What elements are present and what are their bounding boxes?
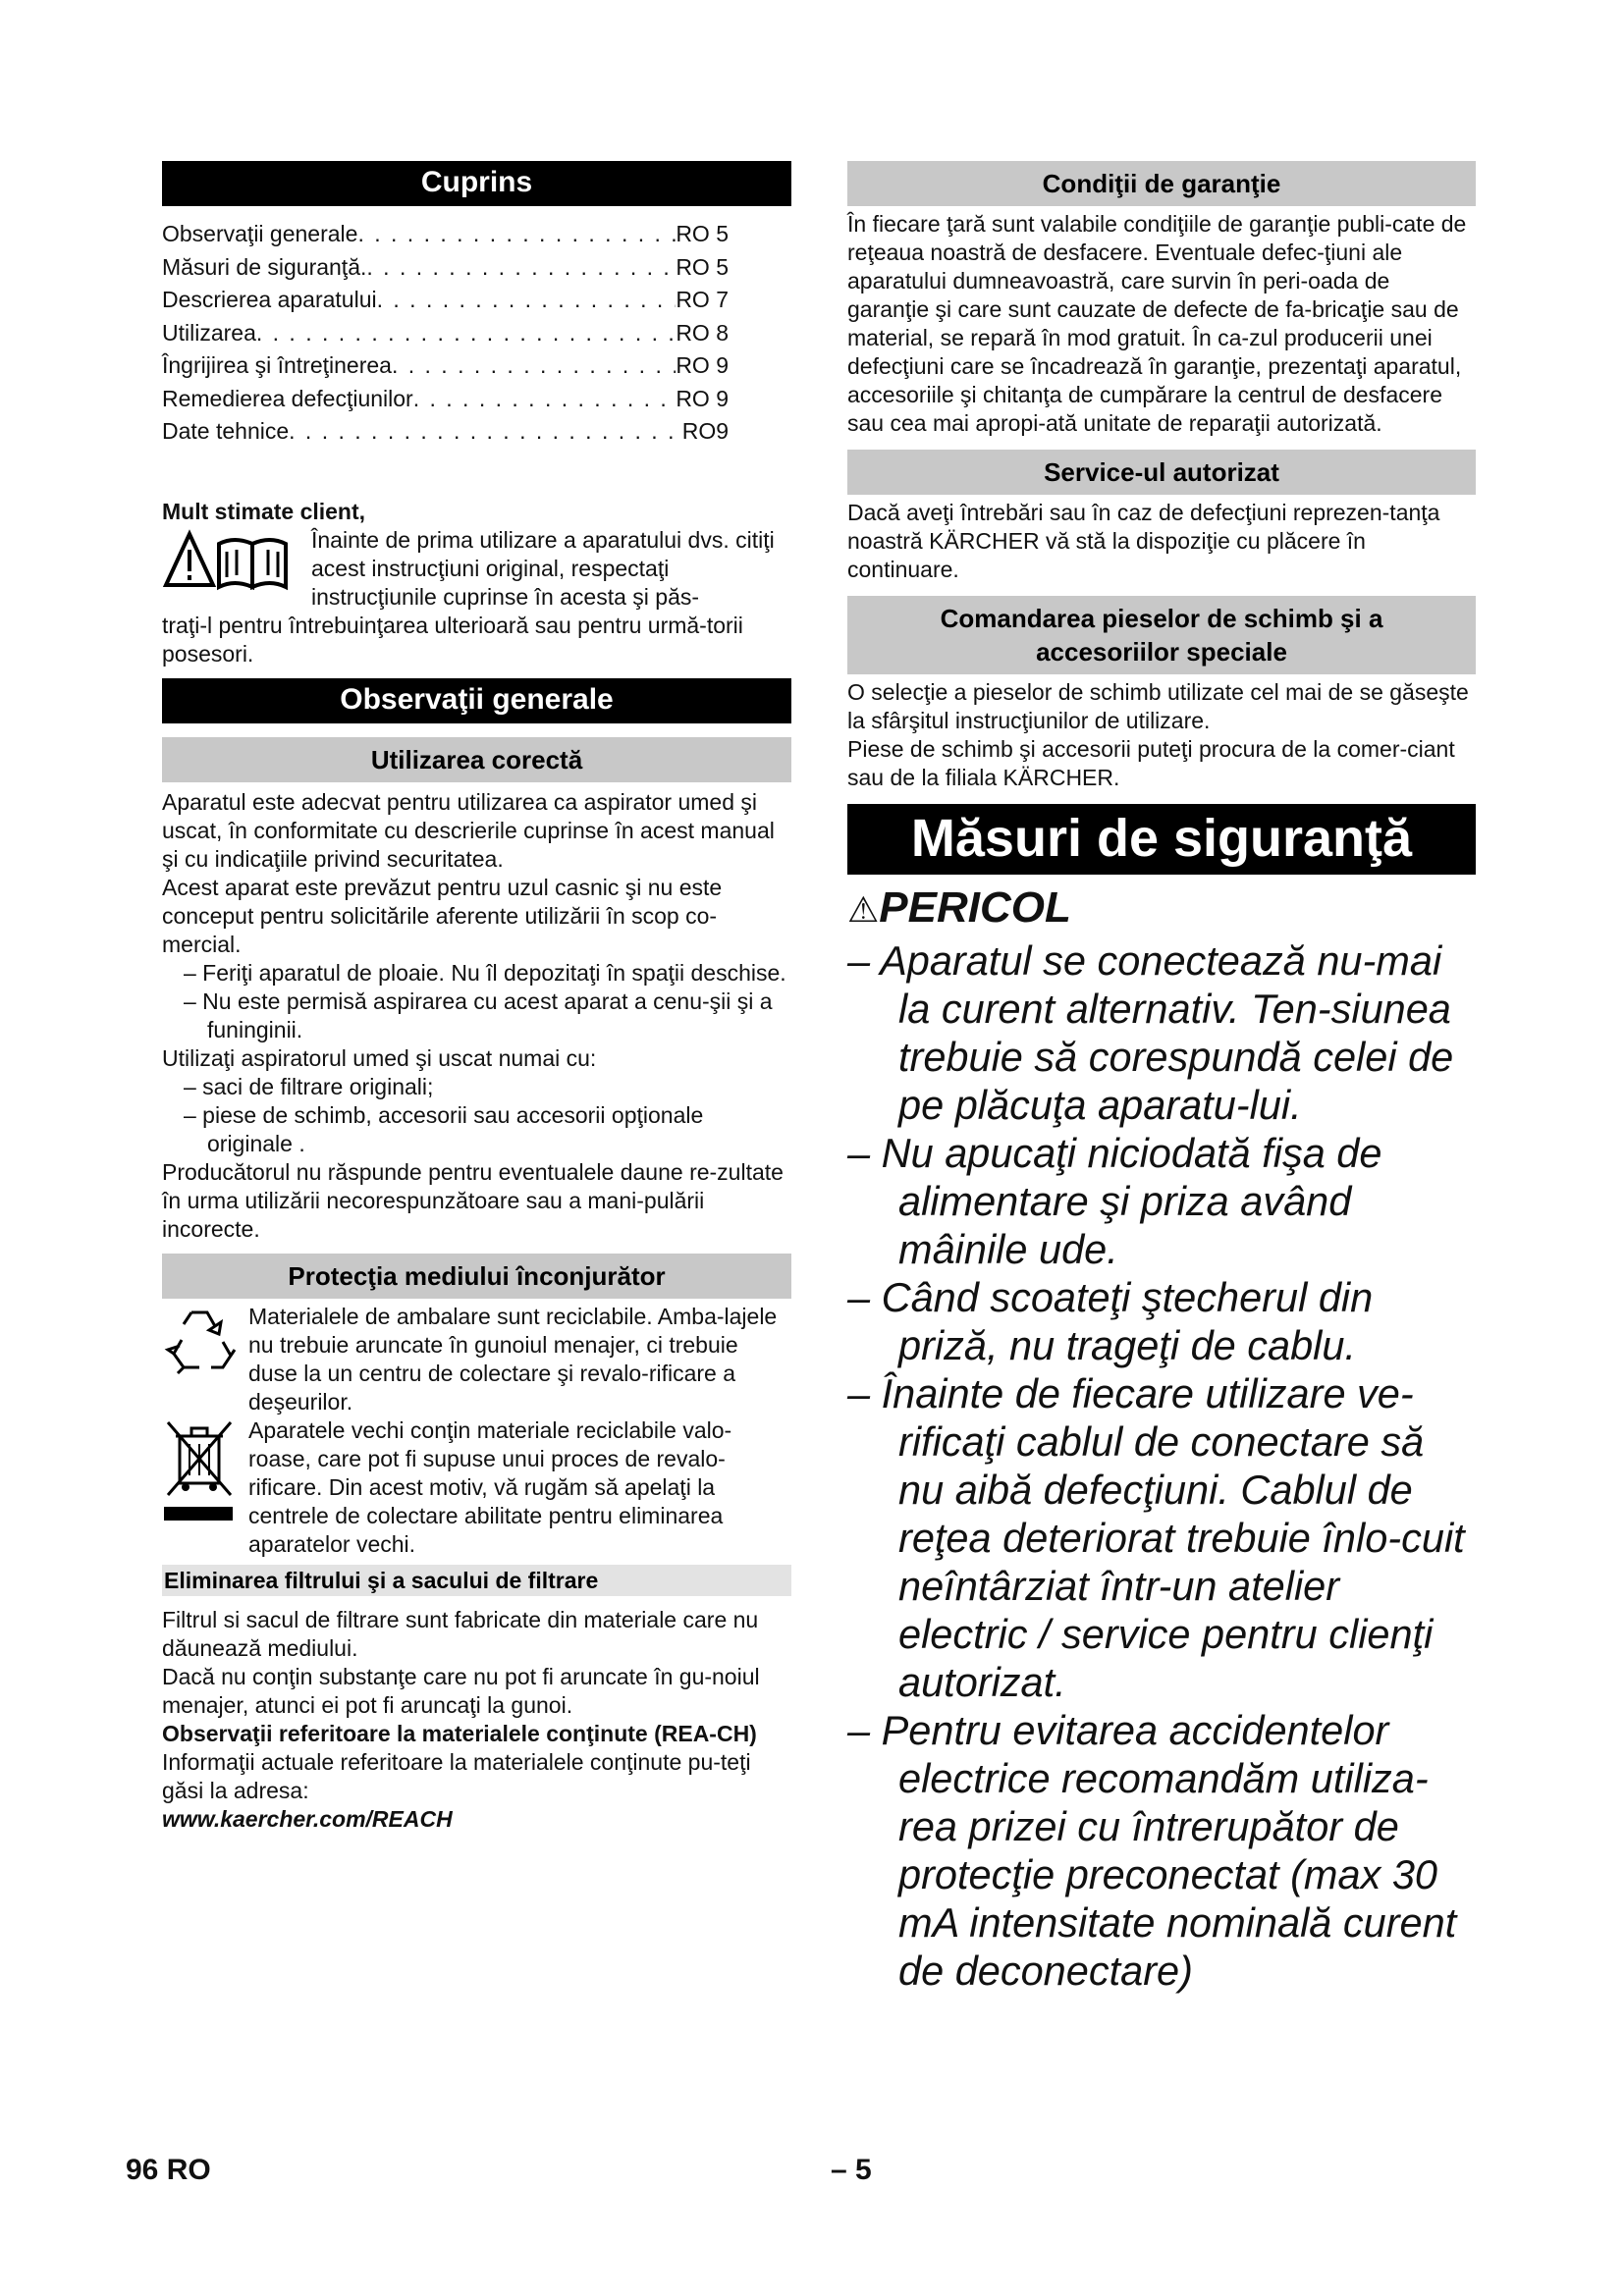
warning-manual-icon — [162, 526, 309, 599]
left-column — [162, 161, 791, 1834]
paragraph: O selecţie a pieselor de schimb utilizate cel mai de se găseşte la sfârşitul instrucţiunilor de utilizare. — [847, 679, 1469, 733]
table-of-contents — [162, 218, 791, 449]
right-column — [847, 161, 1476, 1995]
paragraph: Piese de schimb şi accesorii puteţi procura de la comer-ciant sau de la filiala KÄRCHER. — [847, 736, 1455, 790]
list-item: – saci de filtrare originali; — [184, 1073, 434, 1099]
paragraph: Dacă nu conţin substanţe care nu pot fi aruncate în gu-noiul menajer, atunci ei pot fi aruncaţi la gunoi. — [162, 1663, 760, 1718]
paragraph: Aparatul este adecvat pentru utilizarea ca aspirator umed şi uscat, în conformitate cu descrierile cuprinse în acest manual şi cu indicaţiile privind securitatea. — [162, 788, 775, 872]
general-section-title: Observaţii generale — [162, 678, 791, 723]
paragraph: Producătorul nu răspunde pentru eventualele daune re-zultate în urma utilizării necorespunzătoare sau a mani-pulării incorecte. — [162, 1158, 784, 1242]
intro-heading: Mult stimate client, — [162, 498, 366, 524]
toc-entry[interactable]: Măsuri de siguranţă. . . . RO 5 — [162, 251, 729, 285]
recycle-icon — [162, 1303, 248, 1416]
service-text: Dacă aveţi întrebări sau în caz de defecţiuni reprezen-tanţa noastră KÄRCHER vă stă la dispoziţie cu plăcere în continuare. — [847, 500, 1440, 582]
page-number-left: 96 RO — [126, 2154, 211, 2186]
paragraph: Acest aparat este prevăzut pentru uzul casnic şi nu este conceput pentru solicitările aferente utilizării în scop co-mercial. — [162, 874, 723, 957]
list-item: – piese de schimb, accesorii sau accesorii opţionale originale . — [184, 1101, 704, 1156]
danger-heading: ⚠PERICOL — [847, 883, 1071, 932]
intro-block — [162, 526, 791, 612]
list-item: – Înainte de fiecare utilizare ve-rificaţi cablul de conectare să nu aibă defecţiuni. Cablul de reţea deteriorat trebuie înlo-cuit neîntârziat într-un atelier electric / service pentru clienţi autorizat. — [847, 1370, 1465, 1705]
filter-disposal-title: Eliminarea filtrului şi a sacului de filtrare — [162, 1565, 791, 1596]
environment-packaging — [162, 1303, 791, 1416]
crossed-bin-icon — [162, 1416, 248, 1559]
list-item: – Feriţi aparatul de ploaie. Nu îl depozitaţi în spaţii deschise. — [184, 959, 786, 986]
reach-link[interactable]: www.kaercher.com/REACH — [162, 1805, 453, 1832]
list-item: – Nu apucaţi niciodată fişa de alimentare şi priza având mâinile ude. — [847, 1130, 1382, 1272]
toc-entry[interactable]: Date tehnice . . . RO9 — [162, 415, 729, 449]
list-item: – Aparatul se conectează nu-mai la curent alternativ. Ten-siunea trebuie să corespundă celei de pe plăcuţa aparatu-lui. — [847, 937, 1454, 1128]
intro-text-continued: traţi-l pentru întrebuinţarea ulterioară sau pentru urmă-torii posesori. — [162, 612, 743, 667]
toc-entry[interactable]: Observaţii generale . . . RO 5 — [162, 218, 729, 251]
intro-text: Înainte de prima utilizare a aparatului dvs. citiţi acest instrucţiuni original, respectaţi instrucţiunile cuprinse în acesta şi păs- — [311, 526, 775, 610]
safety-section-title: Măsuri de siguranţă — [847, 804, 1476, 875]
list-item: – Nu este permisă aspirarea cu acest aparat a cenu-şii şi a funinginii. — [184, 988, 773, 1042]
warranty-text: În fiecare ţară sunt valabile condiţiile de garanţie publi-cate de reţeaua noastră de desfacere. Eventuale defec-ţiuni ale aparatului dumneavoastră, care survin în peri-oada de garanţie şi care sunt cauzate de defecte de fa-bricaţie sau de material, se repară în mod gratuit. În ca-zul producerii unei defecţiuni care se încadrează în garanţie, prezentaţi aparatul, accesoriile şi chitanţa de cumpărare la centrul de desfacere sau cea mai apropi-ată unitate de reparaţii autorizată. — [847, 211, 1467, 436]
warranty-title: Condiţii de garanţie — [847, 161, 1476, 206]
paragraph: Materialele de ambalare sunt reciclabile. Amba-lajele nu trebuie aruncate în gunoiul menajer, ci trebuie duse la un centru de colectare şi revalo-rificare a deşeurilor. — [248, 1303, 778, 1415]
list-item: – Pentru evitarea accidentelor electrice recomandăm utiliza-rea prizei cu întrerupător de protecţie preconectat (max 30 mA intensitate nominală curent de deconectare) — [847, 1707, 1457, 1994]
page-number-center: – 5 — [831, 2154, 872, 2186]
toc-entry[interactable]: Remedierea defecţiunilor . . . RO 9 — [162, 383, 729, 416]
toc-entry[interactable]: Îngrijirea şi întreţinerea . . . RO 9 — [162, 349, 729, 383]
warning-triangle-icon: ⚠ — [847, 890, 880, 931]
parts-title: Comandarea pieselor de schimb şi a accesoriilor speciale — [847, 596, 1476, 674]
paragraph: Aparatele vechi conţin materiale reciclabile valo-roase, care pot fi supuse unui proces de revalo-rificare. Din acest motiv, vă rugăm să apelaţi la centrele de colectare abilitate pentru eliminarea aparatelor vechi. — [248, 1416, 732, 1557]
paragraph: Utilizaţi aspiratorul umed şi uscat numai cu: — [162, 1044, 597, 1071]
environment-title: Protecţia mediului înconjurător — [162, 1254, 791, 1299]
correct-use-title: Utilizarea corectă — [162, 737, 791, 782]
service-title: Service-ul autorizat — [847, 450, 1476, 495]
list-item: – Când scoateţi ştecherul din priză, nu trageţi de cablu. — [847, 1274, 1374, 1368]
environment-old-devices — [162, 1416, 791, 1559]
safety-warnings-list — [847, 936, 1476, 1995]
paragraph: Filtrul si sacul de filtrare sunt fabricate din materiale care nu dăunează mediului. — [162, 1606, 759, 1661]
toc-entry[interactable]: Utilizarea . . . RO 8 — [162, 317, 729, 350]
reach-title: Observaţii referitoare la materialele conţinute (REA-CH) — [162, 1720, 757, 1746]
toc-entry[interactable]: Descrierea aparatului . . . RO 7 — [162, 284, 729, 317]
toc-title: Cuprins — [162, 161, 791, 206]
paragraph: Informaţii actuale referitoare la materialele conţinute pu-teţi găsi la adresa: — [162, 1748, 751, 1803]
